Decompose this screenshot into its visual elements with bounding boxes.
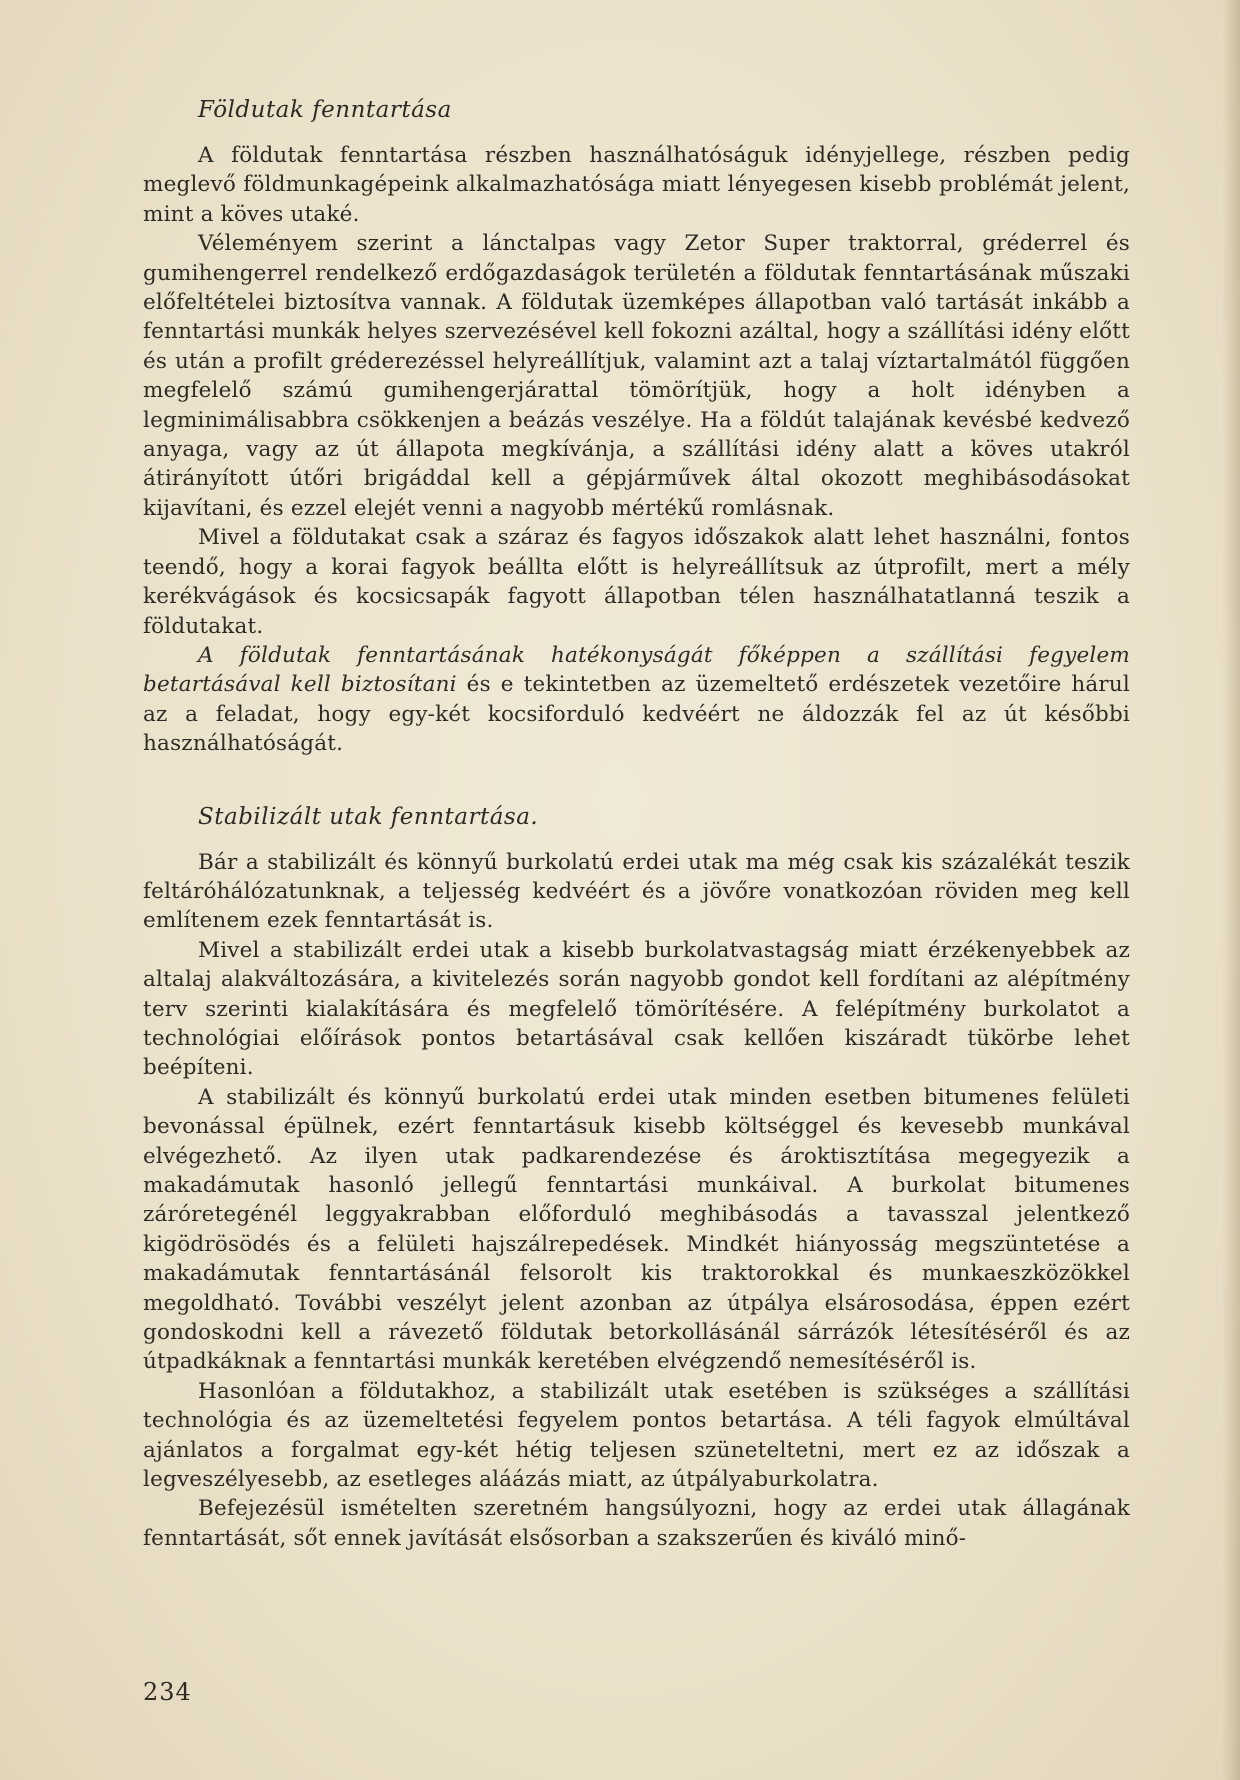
page-content — [143, 96, 1130, 1553]
page-edge-shadow — [1222, 0, 1240, 1780]
page-number: 234 — [143, 1678, 192, 1706]
emphasis-italic-text: A földutak fenntartásának hatékonyságát főképpen a szállítási fegyelem betartásával kell biztosítani — [143, 642, 1130, 698]
paragraph-9: Befejezésül ismételten szeretném hangsúlyozni, hogy az erdei utak állagának fenntartását, sőt ennek javítását elsősorban a szakszerűen és kiváló minő- — [143, 1496, 1130, 1551]
paragraph-7: A stabilizált és könnyű burkolatú erdei utak minden esetben bitumenes felületi bevonással épülnek, ezért fenntartásuk kisebb költséggel és kevesebb munkával elvégezhető. Az ilyen utak padkarendezése és ároktisztítása megegyezik a makadámutak hasonló jellegű fenntartási munkáival. A burkolat bitumenes záróretegénél leggyakrabban előforduló meghibásodás a tavasszal jelentkező kigödrösödés és a felületi hajszálrepedések. Mindkét hiányosság megszüntetése a makadámutak fenntartásánál felsorolt kis traktorokkal és munkaeszközökkel megoldható. További veszélyt jelent azonban az útpálya elsárosodása, éppen ezért gondoskodni kell a rávezető földutak betorkollásánál sárrázók létesítéséről és az útpadkáknak a fenntartási munkák keretében elvégzendő nemesítéséről is. — [143, 1084, 1130, 1375]
paragraph-3: Mivel a földutakat csak a száraz és fagyos időszakok alatt lehet használni, fontos teendő, hogy a korai fagyok beállta előtt is helyreállítsuk az útprofilt, mert a mély kerékvágások és kocsicsapák fagyott állapotban télen használhatatlanná teszik a földutakat. — [143, 525, 1130, 639]
paragraph-2: Véleményem szerint a lánctalpas vagy Zetor Super traktorral, gréderrel és gumihengerrel rendelkező erdőgazdaságok területén a földutak fenntartásának műszaki előfeltételei biztosítva vannak. A földutak üzemképes állapotban való tartását inkább a fenntartási munkák helyes szervezésével kell fokozni azáltal, hogy a szállítási idény előtt és után a profilt gréderezéssel helyreállítjuk, valamint azt a talaj víztartalmától függően megfelelő számú gumihengerjárattal tömörítjük, hogy a holt idényben a legminimálisabbra csökkenjen a beázás veszélye. Ha a földút talajának kevésbé kedvező anyaga, vagy az út állapota megkívánja, a szállítási idény alatt a köves utakról átirányított útőri brigáddal kell a gépjárművek által okozott meghibásodásokat kijavítani, és ezzel elejét venni a nagyobb mértékű romlásnak. — [143, 231, 1130, 521]
section-heading-stabilized-roads: Stabilizált utak fenntartása. — [198, 803, 539, 830]
paragraph-8: Hasonlóan a földutakhoz, a stabilizált utak esetében is szükséges a szállítási technológia és az üzemeltetési fegyelem pontos betartása. A téli fagyok elmúltával ajánlatos a forgalmat egy-két hétig teljesen szüneteltetni, mert ez az időszak a legveszélyesebb, az esetleges aláázás miatt, az útpályaburkolatra. — [143, 1378, 1130, 1493]
paragraph-5: Bár a stabilizált és könnyű burkolatú erdei utak ma még csak kis százalékát teszik feltáróhálózatunknak, a teljesség kedvéért és a jövőre vonatkozóan röviden meg kell említenem ezek fenntartását is. — [143, 849, 1130, 934]
paragraph-1: A földutak fenntartása részben használhatóságuk idényjellege, részben pedig meglevő földmunkagépeink alkalmazhatósága miatt lényegesen kisebb problémát jelent, mint a köves utaké. — [143, 143, 1130, 227]
paragraph-4-emphasis — [143, 641, 1130, 759]
paragraph-6: Mivel a stabilizált erdei utak a kisebb burkolatvastagság miatt érzékenyebbek az altalaj alakváltozására, a kivitelezés során nagyobb gondot kell fordítani az alépítmény terv szerinti kialakítására és megfelelő tömörítésére. A felépítmény burkolatot a technológiai előírások pontos betartásával csak kellően kiszáradt tükörbe lehet beépíteni. — [143, 937, 1130, 1081]
emphasis-rest-text: és e tekintetben az üzemeltető erdészetek vezetőire hárul az a feladat, hogy egy-két kocsiforduló kedvéért ne áldozzák fel az út későbbi használhatóságát. — [143, 672, 1130, 757]
section-heading-dirt-roads: Földutak fenntartása — [198, 97, 452, 123]
